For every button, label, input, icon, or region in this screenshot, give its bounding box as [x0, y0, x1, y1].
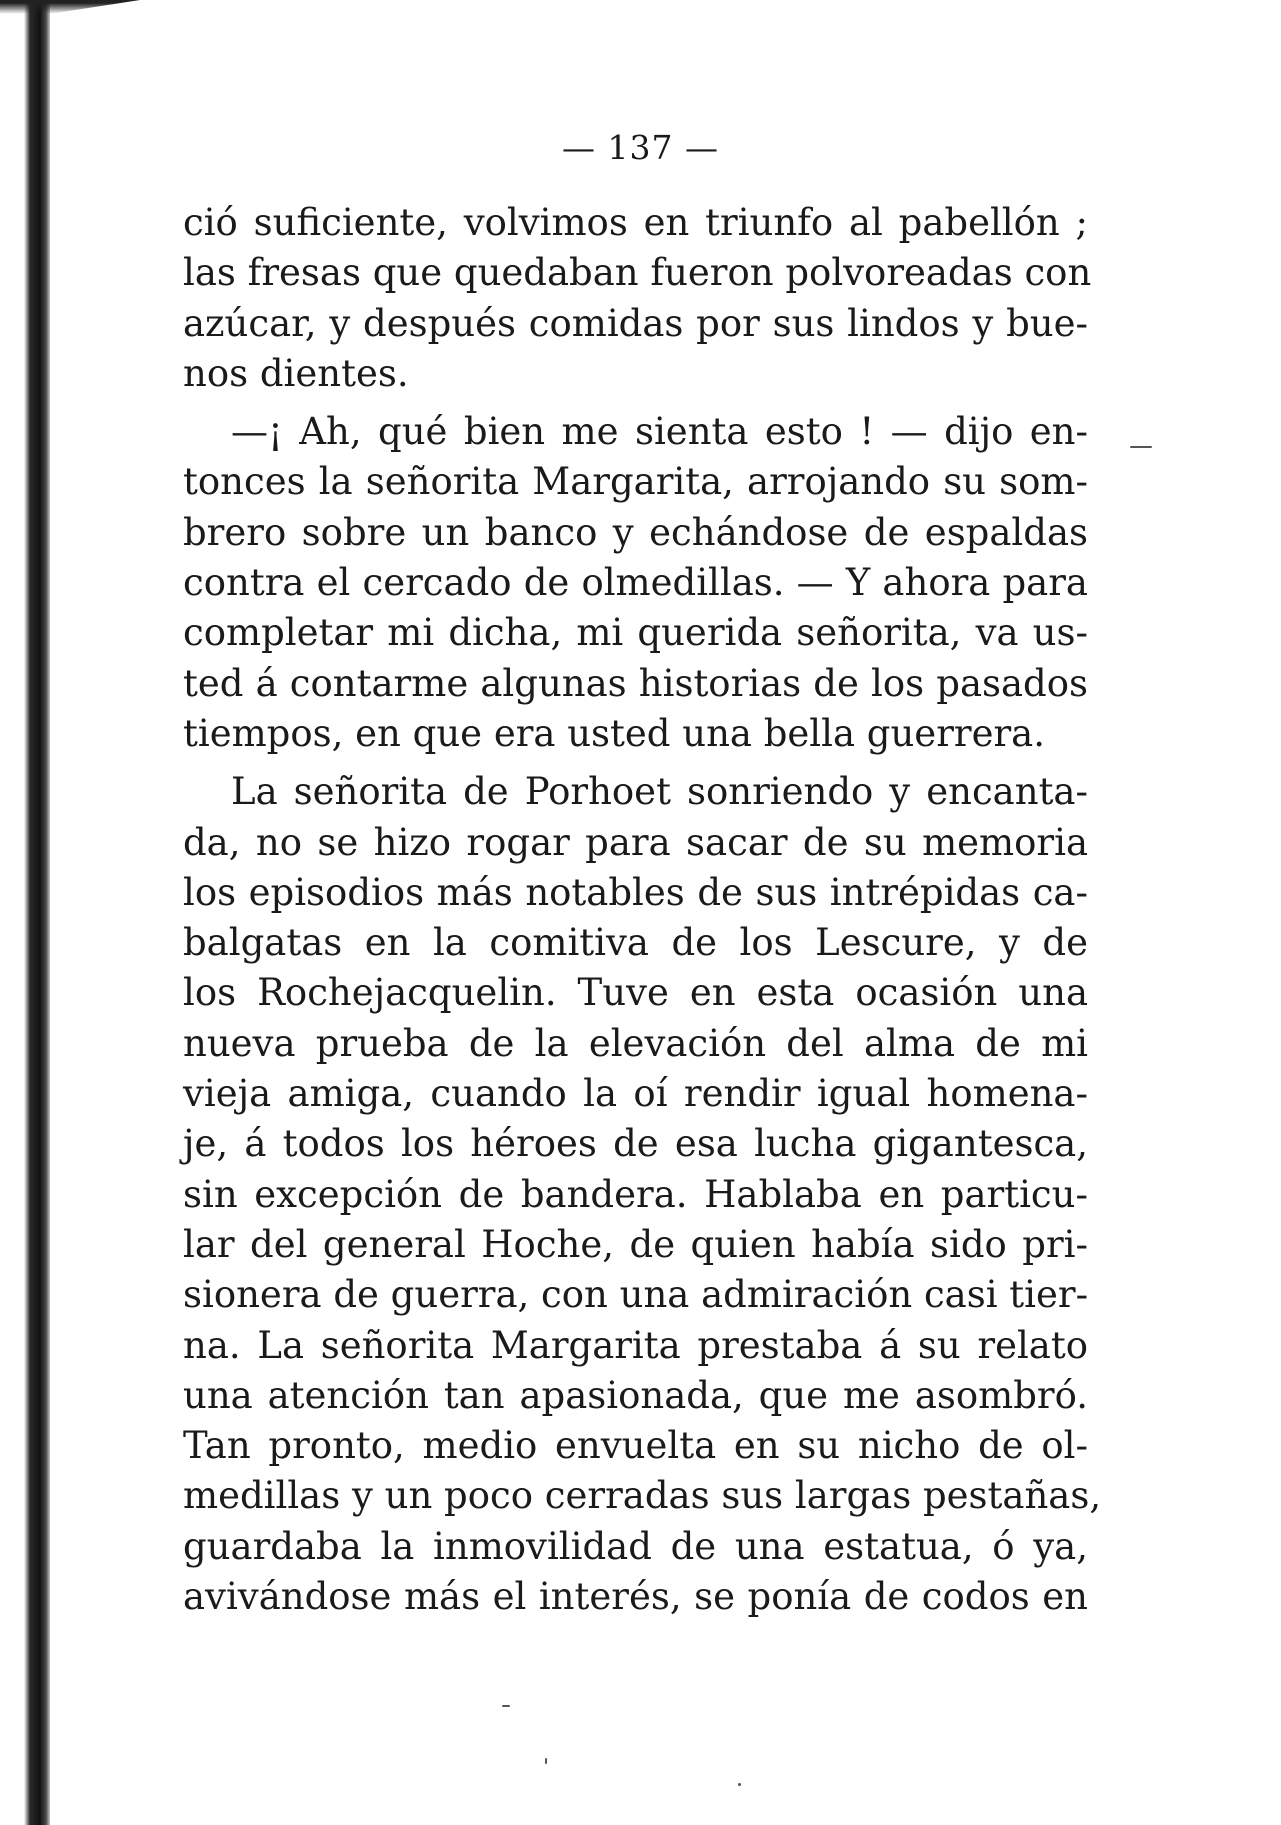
text-line: los episodios más notables de sus intrépidas ca- [183, 870, 1088, 914]
text-line: brero sobre un banco y echándose de espaldas [183, 510, 1088, 554]
text-line: Tan pronto, medio envuelta en su nicho de ol- [183, 1424, 1088, 1468]
page-number: — 137 — [562, 128, 719, 167]
text-line: contra el cercado de olmedillas. — Y ahora para [183, 561, 1088, 605]
scan-speck [502, 1705, 510, 1707]
text-line: completar mi dicha, mi querida señorita, va us- [183, 611, 1088, 655]
text-line: je, á todos los héroes de esa lucha gigantesca, [183, 1122, 1088, 1166]
text-line: nos dientes. [183, 351, 409, 395]
text-line: —¡ Ah, qué bien me sienta esto ! — dijo en- [231, 410, 1088, 454]
page-binding-corner [0, 0, 140, 14]
scan-speck [1130, 446, 1152, 448]
text-line: tiempos, en que era usted una bella guerrera. [183, 711, 1045, 755]
body-text [183, 198, 1102, 1622]
text-line: sin excepción de bandera. Hablaba en particu- [183, 1172, 1088, 1216]
text-line: balgatas en la comitiva de los Lescure, y de [183, 921, 1088, 965]
text-line: na. La señorita Margarita prestaba á su relato [183, 1323, 1088, 1367]
text-line: La señorita de Porhoet sonriendo y encanta- [231, 770, 1088, 814]
scan-speck [738, 1783, 741, 1786]
text-line: sionera de guerra, con una admiración casi tier- [183, 1273, 1089, 1317]
text-line: una atención tan apasionada, que me asombró. [183, 1373, 1088, 1417]
text-line: los Rochejacquelin. Tuve en esta ocasión una [183, 971, 1088, 1015]
page-binding-shadow [0, 0, 50, 1825]
text-line: ted á contarme algunas historias de los pasados [183, 661, 1088, 705]
text-line: nueva prueba de la elevación del alma de mi [183, 1021, 1088, 1065]
text-line: tonces la señorita Margarita, arrojando su som- [183, 460, 1088, 504]
text-line: avivándose más el interés, se ponía de codos en [183, 1575, 1088, 1619]
text-line: azúcar, y después comidas por sus lindos y bue- [183, 301, 1088, 345]
text-line: lar del general Hoche, de quien había sido pri- [183, 1222, 1088, 1266]
text-line: vieja amiga, cuando la oí rendir igual homena- [183, 1072, 1088, 1116]
text-line: da, no se hizo rogar para sacar de su memoria [183, 820, 1088, 864]
text-line: medillas y un poco cerradas sus largas pestañas, [183, 1474, 1102, 1518]
text-line: las fresas que quedaban fueron polvoreadas con [183, 251, 1092, 295]
scan-speck [545, 1758, 547, 1764]
text-line: guardaba la inmovilidad de una estatua, ó ya, [183, 1524, 1088, 1568]
text-line: ció suficiente, volvimos en triunfo al pabellón ; [183, 201, 1088, 244]
